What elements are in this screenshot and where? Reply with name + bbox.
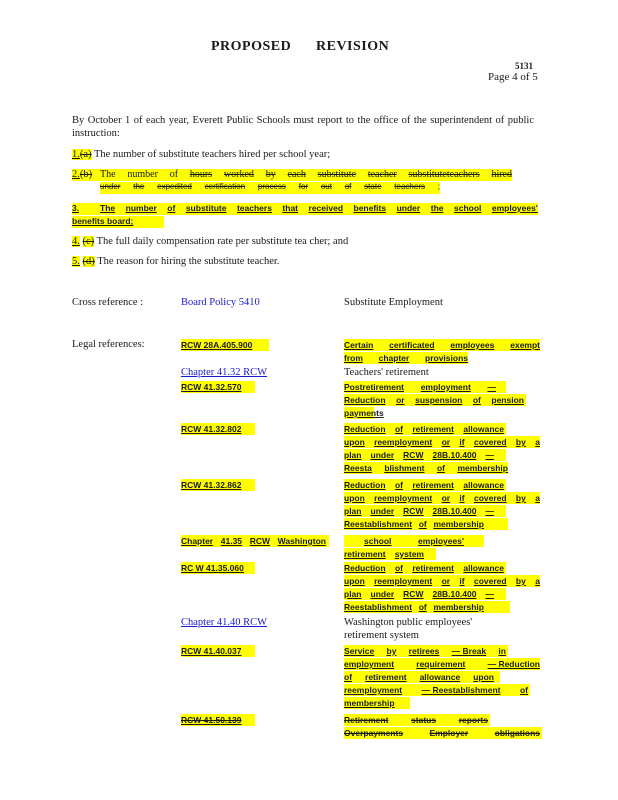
- item-number: 5.: [72, 256, 80, 267]
- board-policy-link[interactable]: Board Policy 5410: [181, 297, 260, 308]
- legal-ref-rcw: RCW 41.32.862: [181, 480, 242, 490]
- legal-desc: upon reemployment or if covered by a: [344, 493, 540, 503]
- chapter-41-32-link[interactable]: Chapter 41.32 RCW: [181, 367, 268, 378]
- legal-desc: Reduction or suspension of pension: [344, 395, 524, 405]
- legal-desc: Reesta blishment of membership: [344, 463, 508, 473]
- legal-desc: Washington public employees': [344, 617, 473, 628]
- item-text: The full daily compensation rate per substitute tea cher; and: [96, 236, 349, 247]
- item-old-letter: (c): [82, 236, 95, 247]
- legal-desc: Reestablishment of membership: [344, 519, 484, 529]
- legal-desc: retirement system: [344, 549, 424, 559]
- list-item-4: [72, 236, 348, 247]
- legal-desc: reemployment — Reestablishment of: [344, 685, 528, 695]
- legal-desc: school employees': [364, 536, 464, 546]
- item-old-letter: (d): [82, 256, 95, 267]
- legal-desc: upon reemployment or if covered by a: [344, 437, 540, 447]
- title-revision: REVISION: [316, 39, 390, 54]
- item-3-line-1: The number of substitute teachers that received benefits under the school employees': [100, 203, 538, 213]
- legal-desc: from chapter provisions: [344, 353, 468, 363]
- legal-ref-rcw: RCW 41.40.037: [181, 646, 242, 656]
- legal-desc: membership: [344, 698, 395, 708]
- list-item-2: [72, 169, 92, 180]
- item-text: The reason for hiring the substitute teacher.: [97, 256, 280, 267]
- legal-desc: Reestablishment of membership: [344, 602, 484, 612]
- chapter-41-40-link[interactable]: Chapter 41.40 RCW: [181, 617, 268, 628]
- legal-desc: plan under RCW 28B.10.400 —: [344, 450, 494, 460]
- legal-desc: Service by retirees — Break in: [344, 646, 506, 656]
- legal-desc: Postretirement employment —: [344, 382, 496, 392]
- page-label: Page 4 of 5: [488, 71, 538, 83]
- legal-desc: employment requirement — Reduction: [344, 659, 540, 669]
- item-number: 4.: [72, 236, 80, 247]
- legal-ref-rcw: RCW 41.50.139: [181, 715, 242, 725]
- legal-desc: payments: [344, 408, 384, 418]
- item-number: 2.: [72, 169, 80, 180]
- legal-desc: retirement system: [344, 630, 419, 641]
- legal-desc: Retirement status reports: [344, 715, 488, 725]
- item-old-letter: (a): [79, 149, 92, 160]
- legal-ref-rcw: RCW 41.32.802: [181, 424, 242, 434]
- legal-ref-rcw: RCW 28A.405.900: [181, 340, 253, 350]
- intro-paragraph: By October 1 of each year, Everett Public Schools must report to the office of the superintendent of public instruction:: [72, 115, 534, 139]
- list-item-1: [72, 149, 330, 160]
- legal-desc: Reduction of retirement allowance: [344, 424, 504, 434]
- item-2-line-2: under the expedited certification process for out of state teachers ;: [100, 182, 440, 191]
- legal-desc: plan under RCW 28B.10.400 —: [344, 506, 494, 516]
- title-proposed: PROPOSED: [211, 39, 292, 54]
- legal-ref-chapter: Chapter 41.35 RCW Washington: [181, 536, 326, 546]
- legal-desc: of retirement allowance upon: [344, 672, 494, 682]
- legal-desc: upon reemployment or if covered by a: [344, 576, 540, 586]
- item-number: 3.: [72, 203, 80, 213]
- legal-desc: Teachers' retirement: [344, 367, 429, 378]
- policy-number: 5131: [515, 61, 533, 71]
- legal-desc: Overpayments Employer obligations: [344, 728, 540, 738]
- cross-reference-label: Cross reference :: [72, 297, 144, 308]
- item-2-line-1: The number of hours worked by each substitute teacher substituteteachers hired: [100, 169, 512, 180]
- list-item-5: [72, 256, 279, 267]
- legal-desc: Certain certificated employees exempt: [344, 340, 540, 350]
- item-number: 1.: [72, 149, 80, 160]
- legal-desc: Reduction of retirement allowance: [344, 563, 504, 573]
- item-text: The number of substitute teachers hired per school year;: [93, 149, 331, 160]
- cross-reference-desc: Substitute Employment: [344, 297, 443, 308]
- item-3-line-2: benefits board;: [72, 216, 134, 226]
- legal-ref-rcw: RCW 41.32.570: [181, 382, 242, 392]
- legal-desc: plan under RCW 28B.10.400 —: [344, 589, 494, 599]
- item-old-letter: (b): [79, 169, 93, 180]
- legal-references-label: Legal references:: [72, 339, 145, 350]
- legal-ref-rcw: RC W 41.35.060: [181, 563, 244, 573]
- legal-desc: Reduction of retirement allowance: [344, 480, 504, 490]
